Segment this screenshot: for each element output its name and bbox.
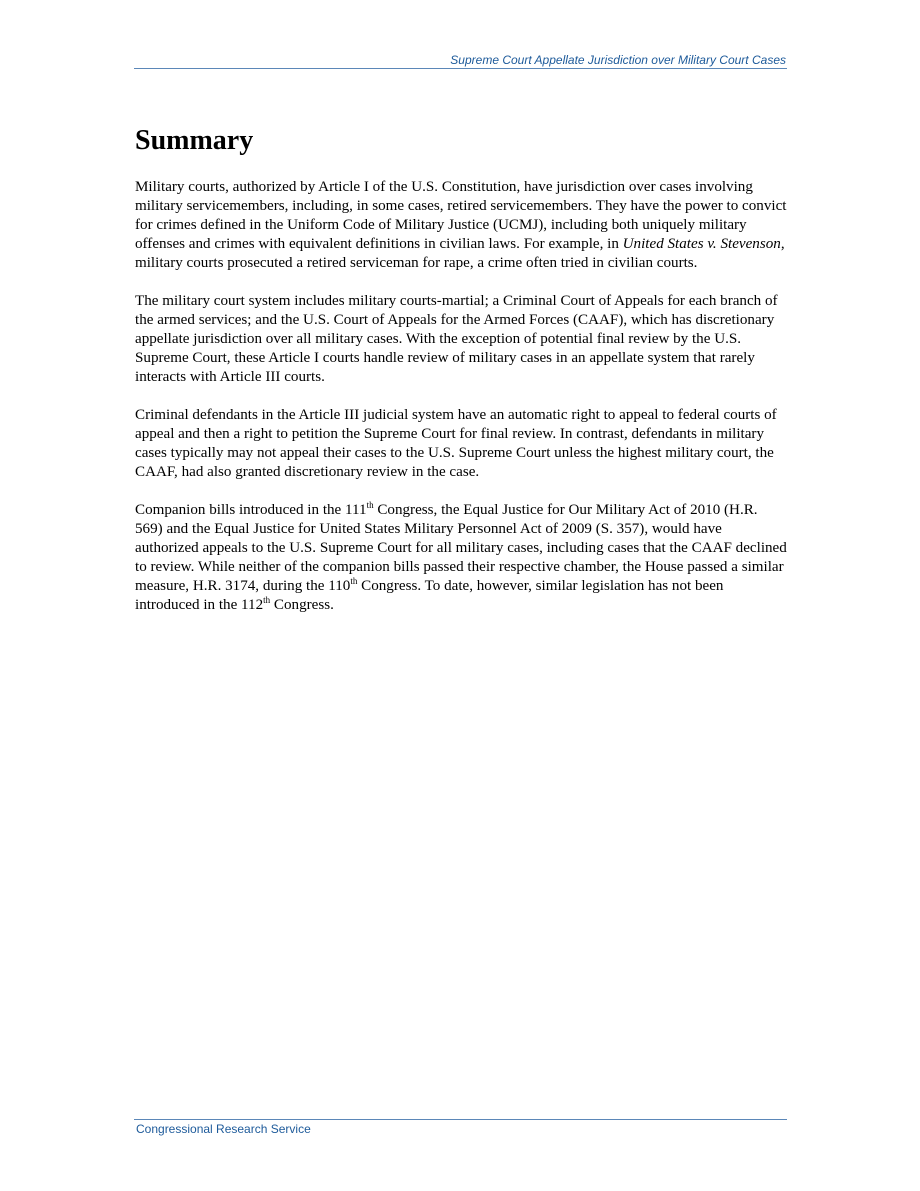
ordinal-suffix: th [366, 500, 374, 510]
running-header: Supreme Court Appellate Jurisdiction over Military Court Cases [450, 53, 786, 67]
paragraph-4-text-b: Congress, the Equal Justice for Our Military Act of 2010 (H.R. 569) and the Equal Justice for United States Military Personnel Act of 2009 (S. 357), would have authorized appeals to the U.S. Supreme Court for all military cases, including cases that the CAAF declined to review. While neither of the companion bills passed their respective chamber, the House passed a similar measure, H.R. 3174, during the 110 [135, 502, 787, 594]
paragraph-1 [135, 178, 787, 273]
paragraph-1-text-b: , military courts prosecuted a retired serviceman for rape, a crime often tried in civilian courts. [135, 236, 785, 271]
paragraph-2: The military court system includes military courts-martial; a Criminal Court of Appeals for each branch of the armed services; and the U.S. Court of Appeals for the Armed Forces (CAAF), which has discretionary appellate jurisdiction over all military cases. With the exception of potential final review by the U.S. Supreme Court, these Article I courts handle review of military cases in an appellate system that rarely interacts with Article III courts. [135, 293, 778, 385]
case-name: United States v. Stevenson [622, 236, 781, 252]
footer-rule [134, 1119, 787, 1120]
paragraph-3: Criminal defendants in the Article III judicial system have an automatic right to appeal to federal courts of appeal and then a right to petition the Supreme Court for final review. In contrast, defendants in military cases typically may not appeal their cases to the U.S. Supreme Court unless the highest military court, the CAAF, had also granted discretionary review in the case. [135, 407, 777, 480]
paragraph-4 [135, 501, 787, 615]
section-heading: Summary [135, 125, 254, 156]
summary-body [135, 178, 787, 634]
ordinal-suffix: th [263, 595, 271, 605]
paragraph-4-text-d: Congress. [270, 597, 334, 613]
paragraph-4-text-c: Congress. To date, however, similar legislation has not been introduced in the 112 [135, 578, 724, 613]
footer-organization: Congressional Research Service [136, 1122, 311, 1136]
paragraph-1-text-a: Military courts, authorized by Article I of the U.S. Constitution, have jurisdiction over cases involving military servicemembers, including, in some cases, retired servicemembers. They have the power to convict for crimes defined in the Uniform Code of Military Justice (UCMJ), including both uniquely military offenses and crimes with equivalent definitions in civilian laws. For example, in [135, 179, 787, 252]
paragraph-4-text-a: Companion bills introduced in the 111 [135, 502, 367, 518]
ordinal-suffix: th [350, 576, 358, 586]
header-rule [134, 68, 787, 69]
